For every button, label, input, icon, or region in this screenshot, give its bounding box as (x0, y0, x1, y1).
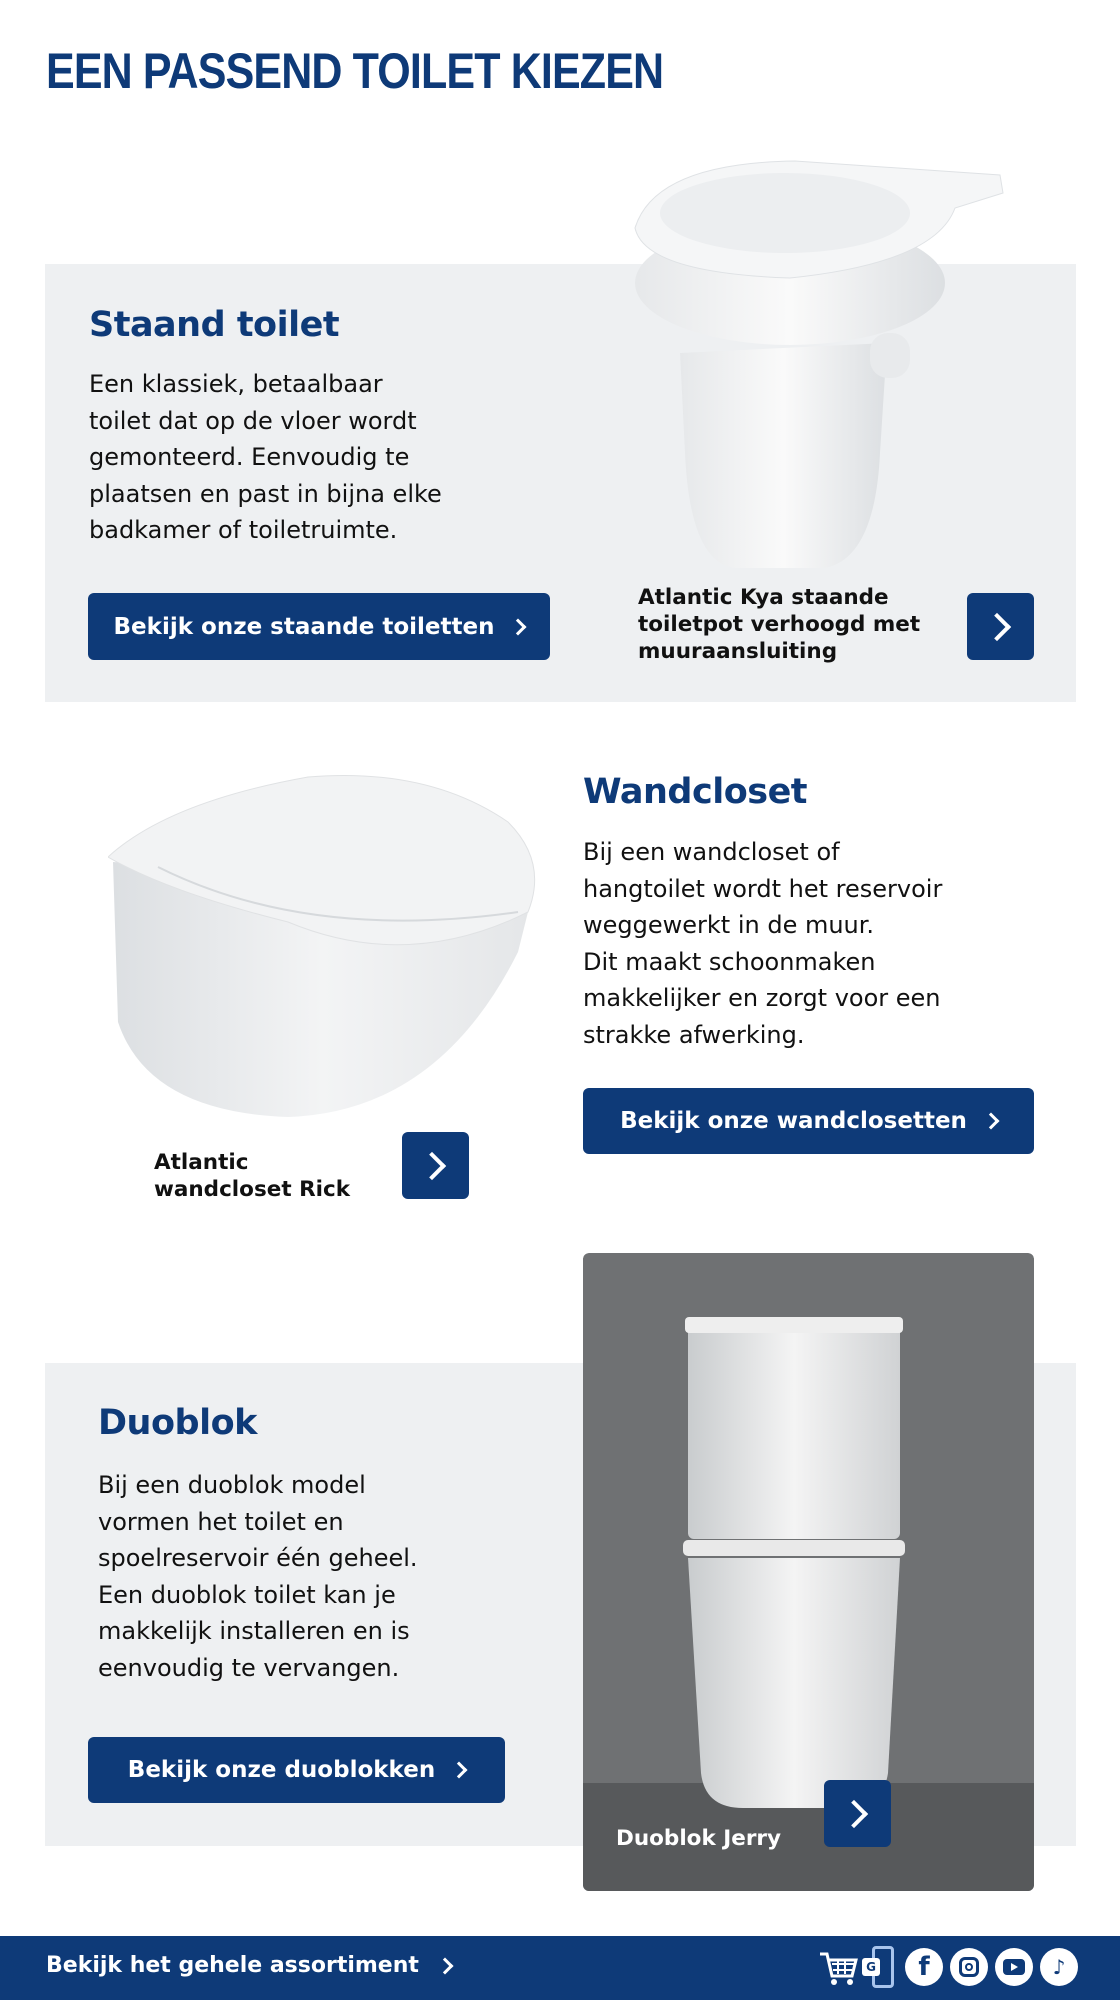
chevron-right-icon (417, 1151, 445, 1179)
cart-icon[interactable] (818, 1948, 858, 1988)
product-arrow-button[interactable] (824, 1780, 891, 1847)
body-line: Bij een wandcloset of (583, 838, 840, 866)
body-line: Een duoblok toilet kan je (98, 1580, 396, 1609)
product-caption (154, 1149, 350, 1203)
body-line: Een klassiek, betaalbaar (89, 370, 383, 398)
body-line: gemonteerd. Eenvoudig te (89, 443, 410, 471)
link-label: Bekijk het gehele assortiment (46, 1953, 419, 1978)
product-caption: Duoblok Jerry (616, 1826, 782, 1851)
chevron-right-icon (451, 1762, 468, 1779)
section-heading: Wandcloset (583, 772, 808, 812)
body-line: badkamer of toiletruimte. (89, 516, 398, 544)
page-title: EEN PASSEND TOILET KIEZEN (46, 43, 664, 99)
section-body (98, 1467, 418, 1686)
button-label: Bekijk onze staande toiletten (113, 613, 495, 640)
section-body (89, 366, 442, 549)
caption-line: Atlantic (154, 1150, 249, 1175)
caption-line: toiletpot verhoogd met (638, 612, 921, 637)
body-line: makkelijker en zorgt voor een (583, 984, 941, 1012)
chevron-right-icon (982, 612, 1010, 640)
body-line: strakke afwerking. (583, 1020, 805, 1049)
button-label: Bekijk onze wandclosetten (620, 1108, 967, 1134)
chevron-right-icon (510, 618, 527, 635)
section-heading: Duoblok (98, 1403, 257, 1443)
view-all-link[interactable] (46, 1953, 451, 1978)
body-line: vormen het toilet en (98, 1507, 344, 1536)
product-caption (638, 584, 920, 665)
body-line: eenvoudig te vervangen. (98, 1653, 400, 1682)
app-icon[interactable] (862, 1946, 896, 1990)
body-line: plaatsen en past in bijna elke (89, 479, 442, 508)
body-line: Bij een duoblok model (98, 1471, 366, 1499)
body-line: hangtoilet wordt het reservoir (583, 874, 943, 903)
view-staande-toiletten-button[interactable] (88, 593, 550, 660)
section-body (583, 834, 942, 1053)
body-line: weggewerkt in de muur. (583, 911, 875, 939)
chevron-right-icon (982, 1113, 999, 1130)
view-wandclosetten-button[interactable] (583, 1088, 1034, 1154)
caption-line: Atlantic Kya staande (638, 585, 889, 610)
facebook-glyph: f (918, 1952, 930, 1982)
wandcloset-image (108, 772, 536, 1120)
section-heading: Staand toilet (89, 305, 340, 345)
body-line: makkelijk installeren en is (98, 1617, 410, 1645)
button-label: Bekijk onze duoblokken (127, 1757, 436, 1783)
facebook-icon[interactable] (905, 1948, 943, 1986)
tiktok-icon[interactable]: ♪ (1040, 1948, 1078, 1986)
youtube-icon[interactable] (995, 1948, 1033, 1986)
product-arrow-button[interactable] (967, 593, 1034, 660)
app-glyph: G (862, 1958, 880, 1976)
staand-toilet-image (625, 153, 1010, 573)
view-duoblokken-button[interactable] (88, 1737, 505, 1803)
footer-bar (0, 1936, 1120, 2000)
body-line: Dit maakt schoonmaken (583, 947, 876, 976)
body-line: toilet dat op de vloer wordt (89, 406, 417, 435)
chevron-right-icon (436, 1957, 453, 1974)
product-arrow-button[interactable] (402, 1132, 469, 1199)
caption-line: wandcloset Rick (154, 1177, 351, 1202)
chevron-right-icon (839, 1799, 867, 1827)
body-line: spoelreservoir één geheel. (98, 1544, 418, 1572)
instagram-icon[interactable] (950, 1948, 988, 1986)
caption-line: muuraansluiting (638, 639, 838, 664)
duoblok-image (583, 1253, 1034, 1891)
